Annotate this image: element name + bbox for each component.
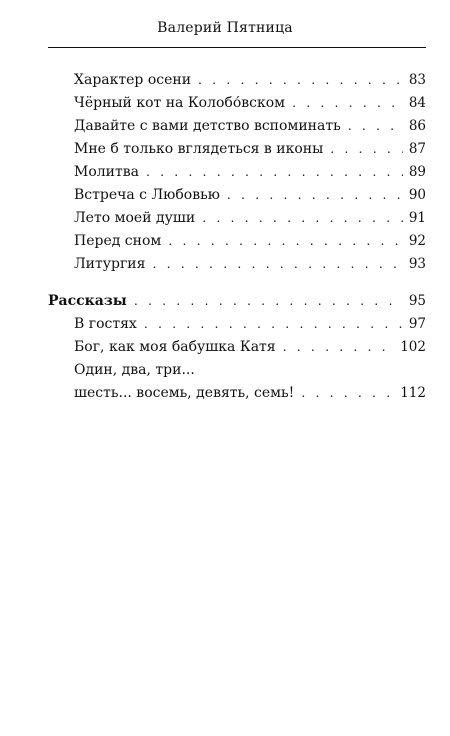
toc-entry [74,140,426,158]
toc-entry [74,163,426,181]
toc-entry-first-line [74,361,426,379]
toc-entry-title: Характер осени [74,72,192,88]
toc-leader-dots [283,338,395,356]
toc-entry [74,255,426,273]
toc-entry-title: Чёрный кот на Колобо́вском [74,95,286,111]
toc-entry [74,94,426,112]
toc-entry-page: 90 [408,187,426,203]
toc-entry-title: Давайте с вами детство вспоминать [74,118,341,134]
toc-leader-dots [292,94,403,112]
toc-entry [74,186,426,204]
toc-leader-dots [227,186,403,204]
toc-entry [74,209,426,227]
toc-entry-page: 112 [400,385,426,401]
toc-entry-title: Литургия [74,256,146,272]
toc-entry-title: Лето моей души [74,210,196,226]
toc-section-title: Рассказы [48,293,127,309]
toc-leader-dots [198,71,403,89]
toc-entry-page: 84 [408,95,426,111]
toc-entry-title-line1: Один, два, три... [74,362,195,378]
toc-entry [74,232,426,250]
toc-entry-page: 92 [408,233,426,249]
toc-leader-dots [146,163,403,181]
toc-entry-title: Встреча с Любовью [74,187,220,203]
toc-section-page: 95 [408,293,426,309]
toc-entry [74,315,426,333]
toc-entry [74,338,426,356]
toc-leader-dots [134,292,403,310]
toc-leader-dots [330,140,403,158]
running-head-author: Валерий Пятница [157,20,293,36]
toc-entry [74,117,426,135]
toc-leader-dots [152,255,402,273]
toc-entry [74,71,426,89]
toc-entry-page: 91 [408,210,426,226]
toc-leader-dots [301,384,394,402]
toc-entry-page: 86 [408,118,426,134]
toc-entry-title: Молитва [74,164,139,180]
toc-entry [74,384,426,402]
toc-entry-page: 83 [408,72,426,88]
toc-entry-page: 97 [408,316,426,332]
header-rule [48,47,426,48]
toc-leader-dots [144,315,403,333]
toc-entry-title-line2: шесть... восемь, девять, семь! [74,385,295,401]
toc-leader-dots [348,117,403,135]
toc-section-heading [48,292,426,310]
toc-entry-page: 102 [400,339,426,355]
toc-entry-title: Перед сном [74,233,162,249]
toc-leader-dots [202,209,403,227]
toc-entry-page: 89 [408,164,426,180]
toc-entry-title: Бог, как моя бабушка Катя [74,339,276,355]
toc-entry-page: 87 [408,141,426,157]
toc-entry-title: Мне б только вглядеться в иконы [74,141,324,157]
toc-entry-title: В гостях [74,316,137,332]
toc-leader-dots [168,232,403,250]
toc-entry-page: 93 [408,256,426,272]
